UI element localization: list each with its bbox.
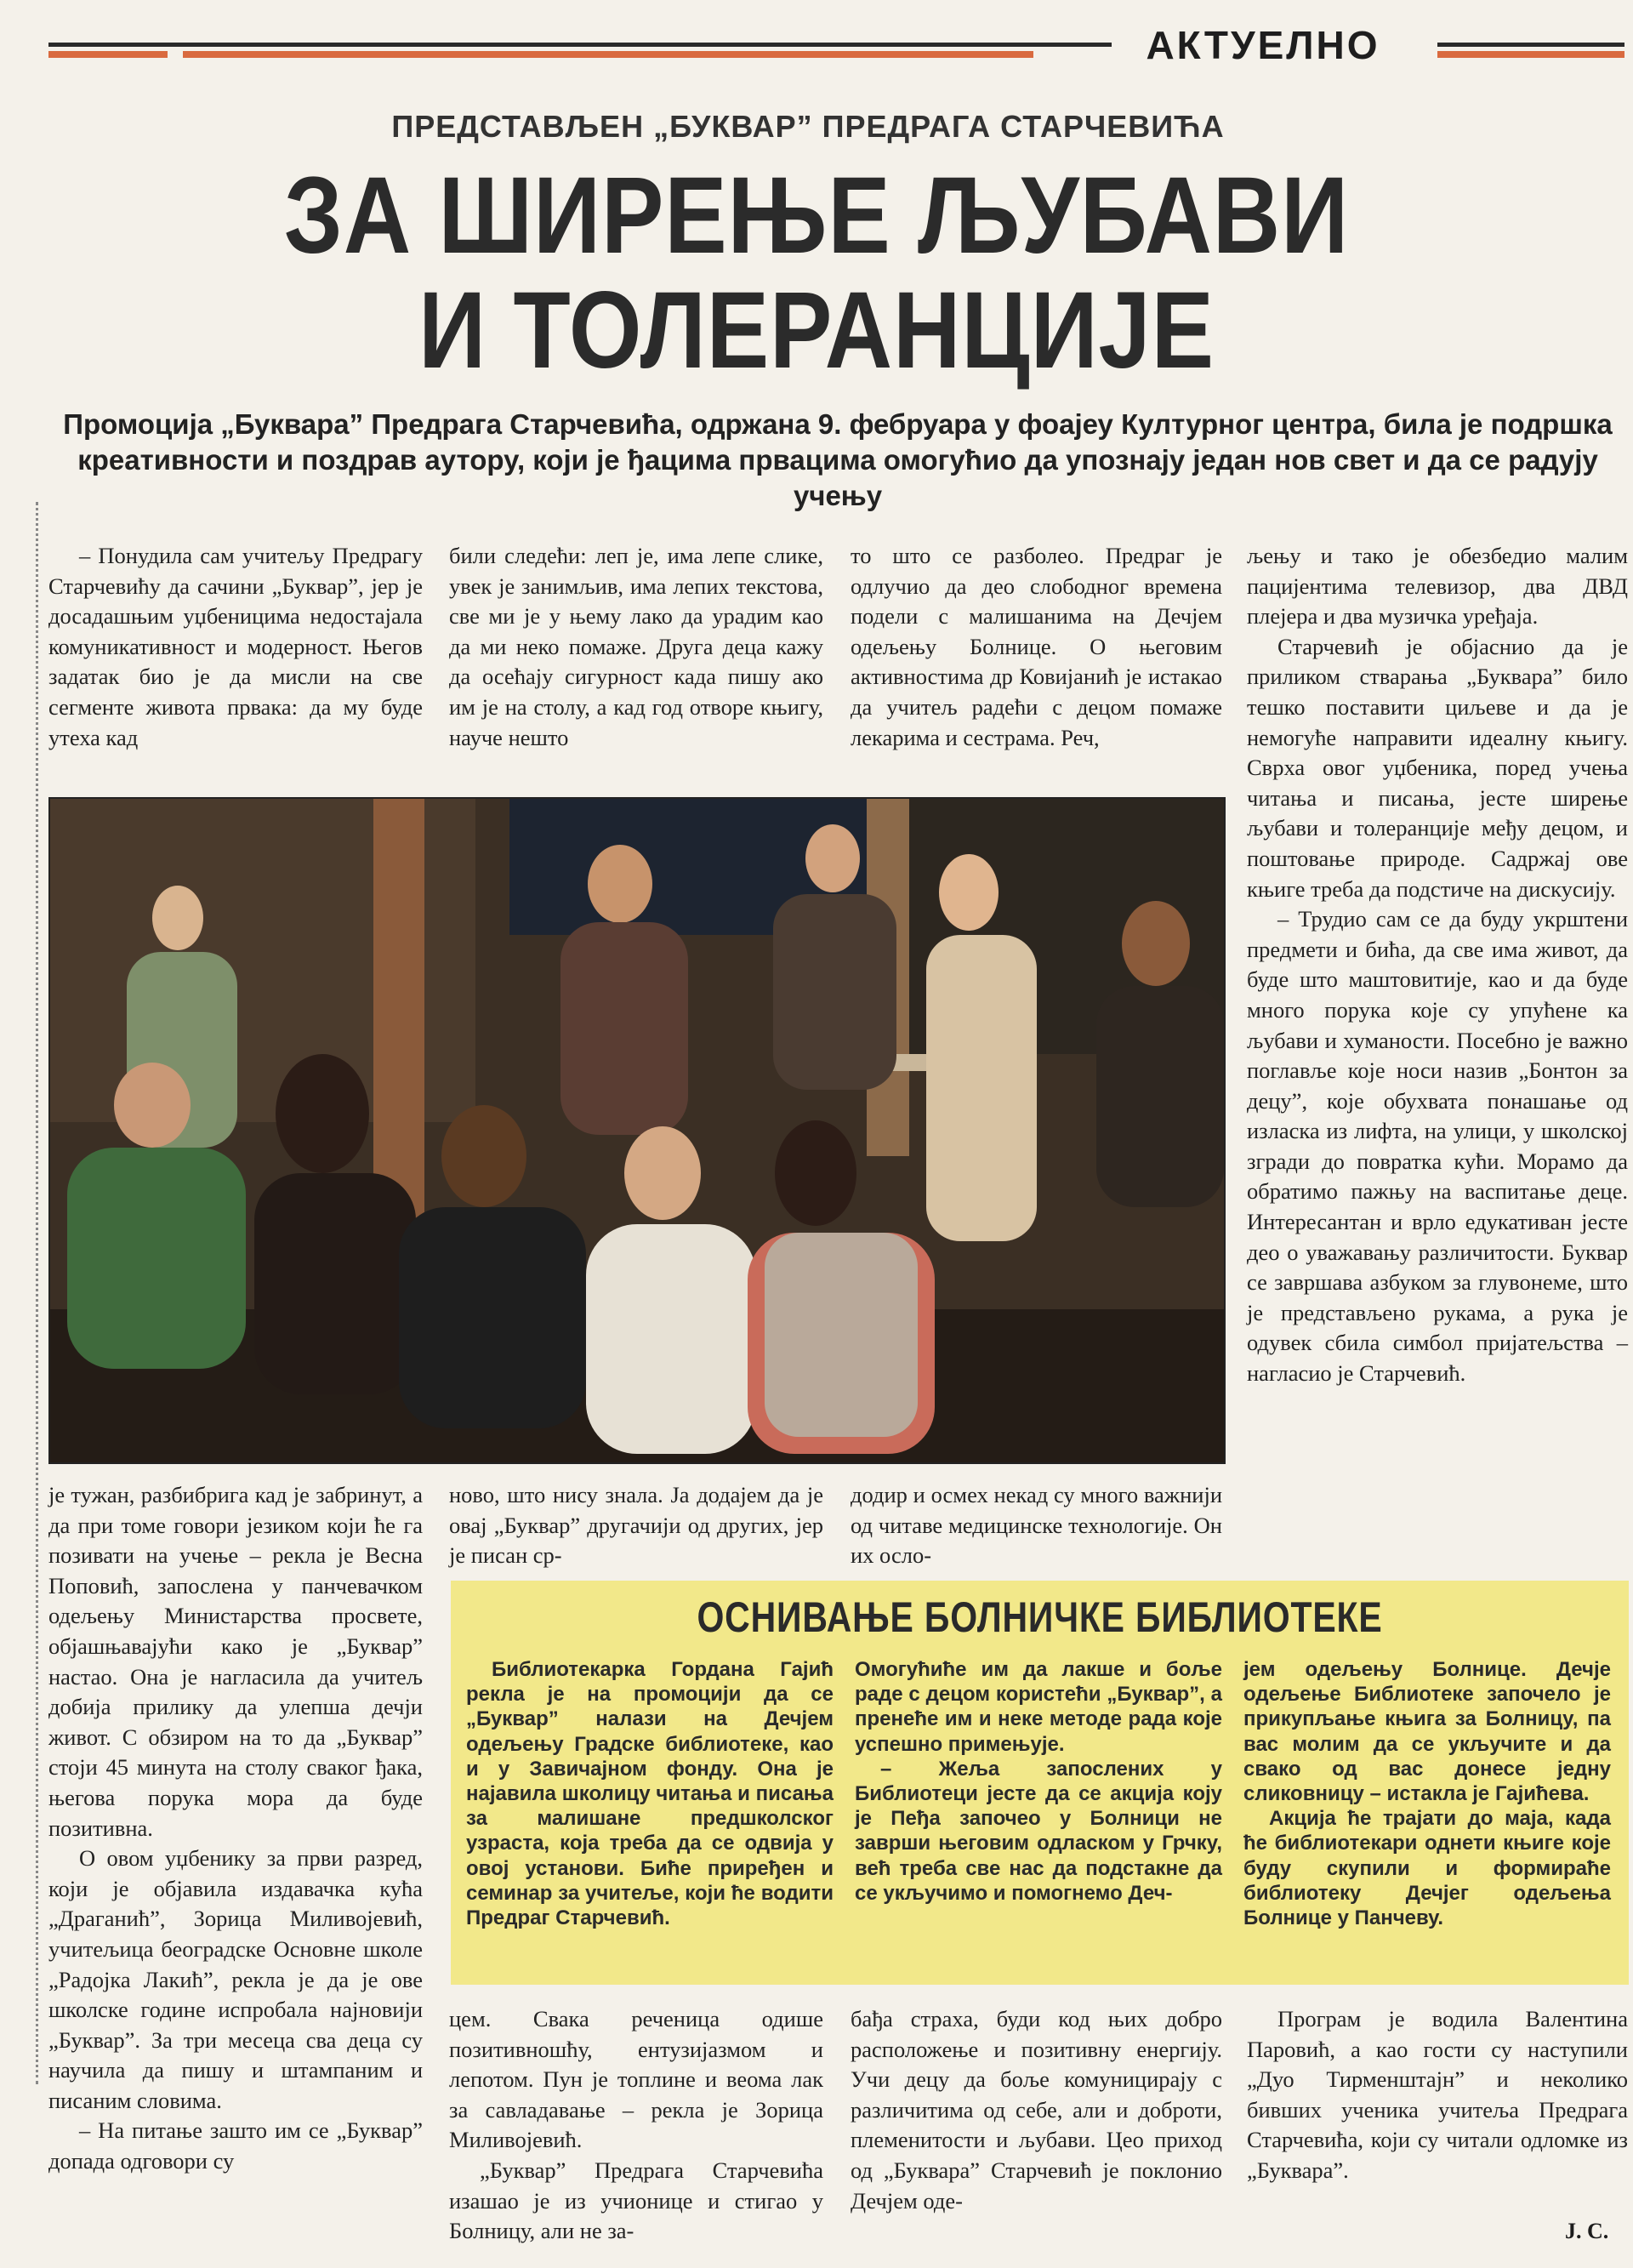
paragraph: Библиотекарка Гордана Гајић рекла је на промоцији да се „Буквар” налази на Дечјем одељењу Градске библиотеке, као и у Завичајном фонду. Она је најавила школицу читања и писања за малишане предшколског узраста, која треба да се одвија у овој установи. Биће приређен и семинар за учитеље, који ће водити Предраг Старчевић. — [466, 1658, 834, 1930]
sidebar-box — [451, 1581, 1629, 1985]
paragraph: – Жеља запослених у Библиотеци јесте да се акција коју је Пеђа започео у Болници не заврши његовим одласком у Грчку, већ треба све нас да подстакне да се укључимо и помогнемо Деч- — [855, 1757, 1222, 1905]
top-rule-dark-right — [1437, 43, 1624, 47]
sidebar-box-column-3 — [1243, 1657, 1611, 1930]
top-rule-left — [48, 51, 168, 58]
margin-dots — [36, 502, 38, 2084]
article-column-3-top — [851, 541, 1222, 753]
paragraph: О овом уџбенику за први разред, који је објавила издавачка кућа „Драганић”, Зорица Миливојевић, учитељица београдске Основне школе „Радојка Лакић”, рекла је да је ове школске године испробала најновији „Буквар”. За три месеца сва деца су научила да пишу и штампаним и писаним словима. — [48, 1845, 423, 2113]
article-column-2-top — [449, 541, 823, 753]
paragraph: Акција ће трајати до маја, када ће библиотекари однети књиге које буду скупили и формираће библиотеку Дечјег одељења Болнице у Панчеву. — [1243, 1807, 1611, 1930]
article-column-1-top — [48, 541, 423, 753]
top-rule-right — [1437, 51, 1624, 58]
article-column-3-mid — [851, 1480, 1222, 1571]
sidebar-box-column-2 — [855, 1657, 1222, 1906]
paragraph: – На питање зашто им се „Буквар” допада одговори су — [48, 2117, 423, 2174]
paragraph: Старчевић је објаснио да је приликом стварања „Буквара” било тешко поставити циљеве и да је немогуће направити идеалну књигу. Сврха овог уџбеника, поред учења читања и писања, јесте ширење љубави и толеранције међу децом, и поштовање прирoде. Садржај ове књиге треба да подстиче на дискусију. — [1247, 633, 1628, 902]
paragraph: Програм је водила Валентина Паровић, а као гости су наступили „Дуо Тирменштајн” и неколико бивших ученика учитеља Предрага Старчевића, који су читали одломке из „Буквара”. — [1247, 2006, 1628, 2183]
paragraph: ново, што нису знала. Ја додајем да је овај „Буквар” другачији од других, јер је писан ср- — [449, 1482, 823, 1569]
paragraph: бађа страха, буди код њих добро расположење и позитивну енергију. Учи децу да боље комуницирају с различитима од себе, али и доброти, племенитости и љубави. Цео приход од „Буквара” Старчевић је поклонио Дечјем оде- — [851, 2006, 1222, 2214]
paragraph: је тужан, разбибрига кад је забринут, а да при томе говори језиком који ће га позивати на учење – рекла је Весна Поповић, запослена у панчевачком одељењу Министарства просвете, објашњавајући како је „Буквар” настао. Она је нагласила да учитељ добија прилику да улепша дечји живот. С обзиром на то да „Буквар” стоји 45 минута на столу сваког ђака, његова порука мора да буде позитивна. — [48, 1482, 423, 1841]
paragraph: – Понудила сам учитељу Предрагу Старчевићу да сачини „Буквар”, јер је досадашњим уџбеницима недостајала комуникативност и модерност. Његов задатак био је да мисли на све сегменте живота првака: да му буде утеха кад — [48, 543, 423, 750]
author-signature: J. C. — [1565, 2219, 1609, 2243]
article-column-1-bottom — [48, 1480, 423, 2177]
event-photo — [48, 797, 1226, 1464]
article-column-4 — [1247, 541, 1628, 1389]
headline-line-2: И ТОЛЕРАНЦИЈЕ — [418, 270, 1215, 391]
paragraph: јем одељењу Болнице. Дечје одељење Библиотеке започело је прикупљање књига за Болницу, па вас молим да се укључите и да свако од вас донесе једну сликовницу – истакла је Гајићева. — [1243, 1658, 1611, 1806]
top-rule-mid — [183, 51, 1033, 58]
kicker: ПРЕДСТАВЉЕН „БУКВАР” ПРЕДРАГА СТАРЧЕВИЋА — [391, 109, 1225, 144]
article-column-2-bottom — [449, 2004, 823, 2247]
lead-paragraph: Промоција „Буквара” Предрага Старчевића, одржана 9. фебруара у фоајеу Културног центра, била је подршка креативности и поздрав аутору, који је ђацима првацима омогућио да упознају један нов свет и да се радују учењу — [63, 408, 1613, 511]
paragraph: љењу и тако је обезбедио малим пацијентима телевизор, два ДВД плејера и два музичка уређаја. — [1247, 543, 1628, 630]
paragraph: били следећи: леп је, има лепе слике, увек је занимљив, има лепих текстова, све ми је у њему лако да урадим као да ми неко помаже. Друга деца кажу да осећају сигурност када пишу ако им је на столу, а кад год отворе књигу, науче нешто — [449, 543, 823, 750]
article-column-3-bottom — [851, 2004, 1222, 2216]
paragraph: Омогућиће им да лакше и боље раде с децом користећи „Буквар”, а пренеће им и неке методе рада које успешно примењује. — [855, 1658, 1222, 1756]
paragraph: цем. Свака реченица одише позитивношћу, ентузијазмом и лепотом. Пун је топлине и веома лак за савладавање – рекла је Зорица Миливојевић. — [449, 2006, 823, 2153]
paragraph: додир и осмех некад су много важнији од читаве медицинске технологије. Он их осло- — [851, 1482, 1222, 1569]
paragraph: то што се разболео. Предраг је одлучио да део слободног времена подели с малишанима на Дечјем одељењу Болнице. О његовим активностима др Ковијанић је истакао да учитељ радећи с децом помаже лекарима и сестрама. Реч, — [851, 543, 1222, 750]
top-rule-dark-left — [48, 43, 1112, 47]
section-label: АКТУЕЛНО — [1146, 23, 1380, 67]
article-column-4-bottom — [1247, 2004, 1628, 2186]
sidebar-box-column-1 — [466, 1657, 834, 1930]
paragraph: „Буквар” Предрага Старчевића изашао је из учионице и стигао у Болницу, али не за- — [449, 2157, 823, 2244]
article-column-2-mid — [449, 1480, 823, 1571]
paragraph: – Трудио сам се да буду укрштени предмети и бића, да све има живот, да буде што маштовитије, као и да буде много порука које су упућене ка љубави и хуманости. Посебно је важно поглавље које носи назив „Бонтон за децу”, које обухвата понашање од изласка из лифта, на улици, у школској згради до повратка кући. Морамо да обратимо пажњу на васпитање деце. Интересантан и врло едукативан јесте део о уважавању различитости. Буквар се завршава азбуком за глувонеме, што је представљено рукама, а рука је одувек сбила симбол пријатељства – нагласио је Старчевић. — [1247, 906, 1628, 1387]
event-photo-illustration — [50, 799, 1224, 1462]
headline-line-1: ЗА ШИРЕЊЕ ЉУБАВИ — [283, 155, 1350, 276]
sidebar-box-title: ОСНИВАЊЕ БОЛНИЧКЕ БИБЛИОТЕКЕ — [697, 1593, 1383, 1641]
